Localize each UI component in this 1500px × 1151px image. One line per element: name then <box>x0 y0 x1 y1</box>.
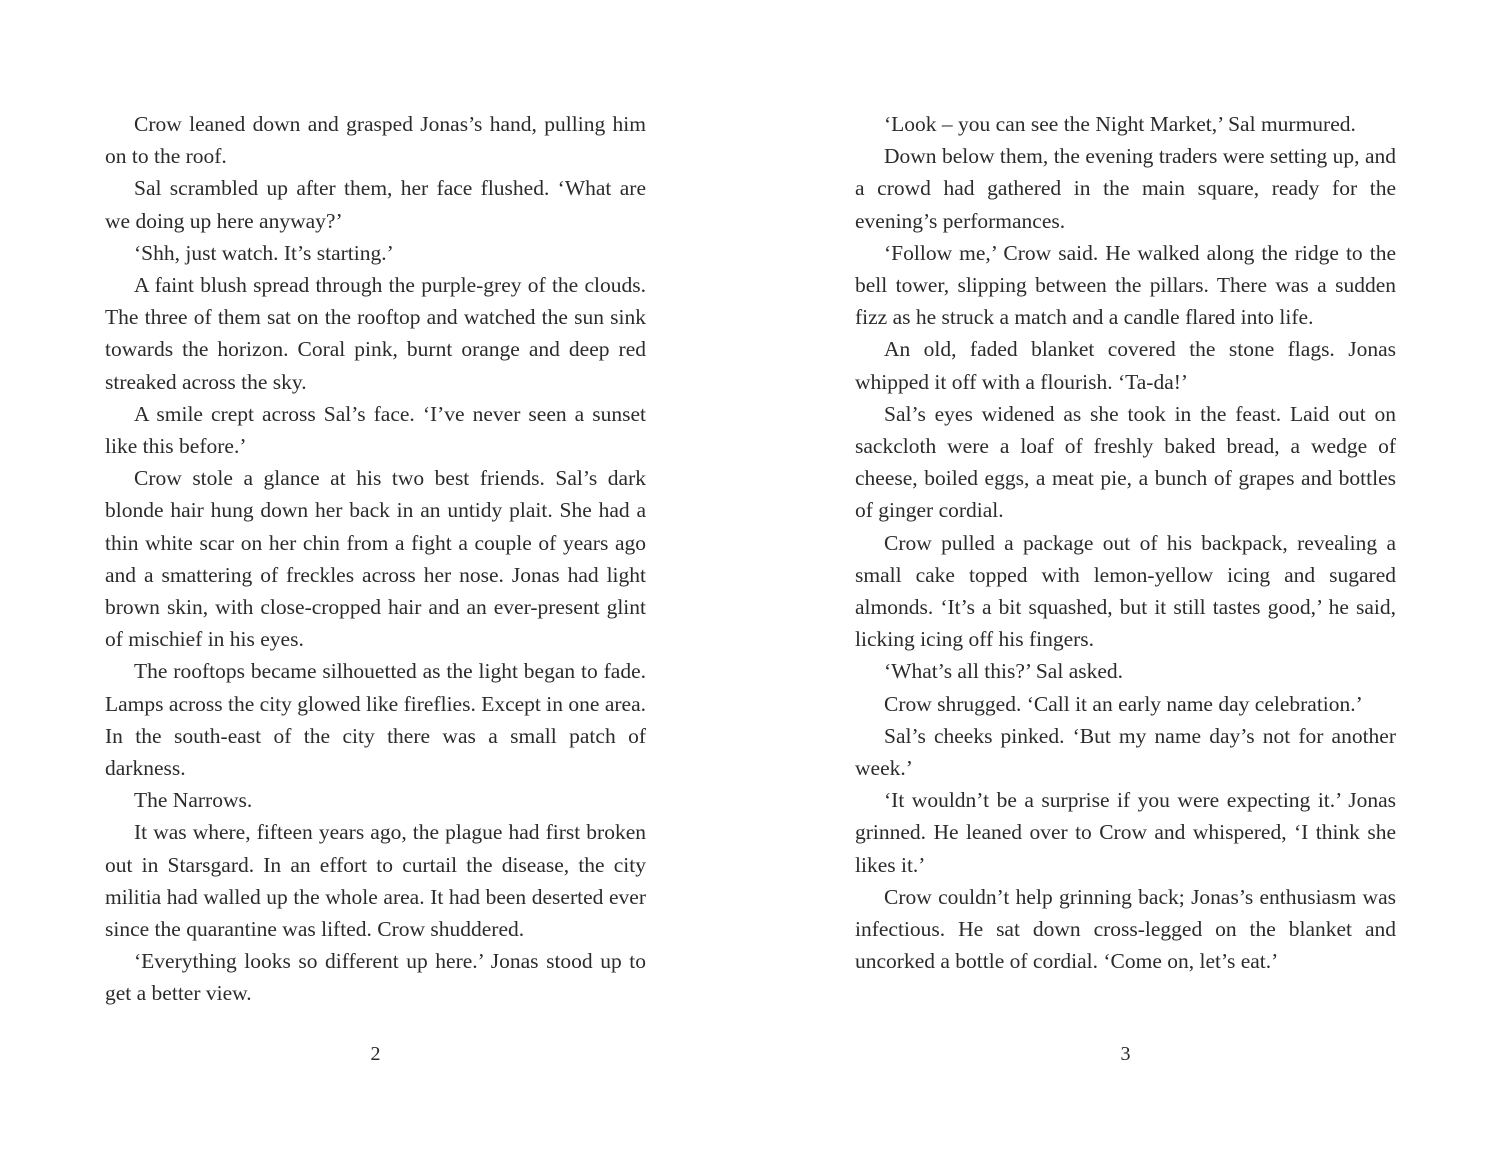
left-page-text <box>105 108 646 1010</box>
paragraph: A smile crept across Sal’s face. ‘I’ve never seen a sunset like this before.’ <box>105 401 646 459</box>
paragraph: Crow pulled a package out of his backpack, revealing a small cake topped with lemon-yellow icing and sugared almonds. ‘It’s a bit squashed, but it still tastes good,’ he said, licking icing off his fingers. <box>855 530 1396 652</box>
right-page-text <box>855 108 1396 977</box>
paragraph: The Narrows. <box>134 788 253 813</box>
page-number: 3 <box>1120 1043 1131 1065</box>
page-number: 2 <box>370 1043 381 1065</box>
paragraph: ‘What’s all this?’ Sal asked. <box>884 659 1124 684</box>
paragraph: A faint blush spread through the purple-grey of the clouds. The three of them sat on the rooftop and watched the sun sink towards the horizon. Coral pink, burnt orange and deep red streaked across the sky. <box>105 273 646 394</box>
paragraph: Sal’s eyes widened as she took in the feast. Laid out on sackcloth were a loaf of freshly baked bread, a wedge of cheese, boiled eggs, a meat pie, a bunch of grapes and bottles of ginger cordial. <box>855 401 1396 523</box>
paragraph: Sal’s cheeks pinked. ‘But my name day’s not for another week.’ <box>855 723 1396 781</box>
right-page <box>855 108 1396 1108</box>
paragraph: Down below them, the evening traders were setting up, and a crowd had gathered in the main square, ready for the evening’s performances. <box>855 144 1396 233</box>
paragraph: An old, faded blanket covered the stone flags. Jonas whipped it off with a flourish. ‘Ta-da!’ <box>855 337 1396 394</box>
paragraph: Crow shrugged. ‘Call it an early name day celebration.’ <box>884 691 1363 716</box>
paragraph: It was where, fifteen years ago, the plague had first broken out in Starsgard. In an effort to curtail the disease, the city militia had walled up the whole area. It had been deserted ever since the quarantine was lifted. Crow shuddered. <box>105 820 646 942</box>
paragraph: Crow leaned down and grasped Jonas’s hand, pulling him on to the roof. <box>105 112 646 169</box>
paragraph: Crow stole a glance at his two best friends. Sal’s dark blonde hair hung down her back in an untidy plait. She had a thin white scar on her chin from a fight a couple of years ago and a smattering of freckles across her nose. Jonas had light brown skin, with close-cropped hair and an ever-present glint of mischief in his eyes. <box>105 466 646 652</box>
left-page <box>105 108 646 1108</box>
paragraph: ‘Look – you can see the Night Market,’ Sal murmured. <box>884 112 1356 136</box>
paragraph: ‘Follow me,’ Crow said. He walked along the ridge to the bell tower, slipping between the pillars. There was a sudden fizz as he struck a match and a candle flared into life. <box>855 240 1396 330</box>
paragraph: ‘It wouldn’t be a surprise if you were expecting it.’ Jonas grinned. He leaned over to Crow and whispered, ‘I think she likes it.’ <box>855 788 1396 877</box>
paragraph: The rooftops became silhouetted as the light began to fade. Lamps across the city glowed like fireflies. Except in one area. In the south-east of the city there was a small patch of darkness. <box>105 659 646 781</box>
paragraph: ‘Shh, just watch. It’s starting.’ <box>134 240 394 265</box>
paragraph: Crow couldn’t help grinning back; Jonas’s enthusiasm was infectious. He sat down cross-legged on the blanket and uncorked a bottle of cordial. ‘Come on, let’s eat.’ <box>855 884 1396 974</box>
paragraph: Sal scrambled up after them, her face flushed. ‘What are we doing up here anyway?’ <box>105 176 646 233</box>
paragraph: ‘Everything looks so different up here.’ Jonas stood up to get a better view. <box>105 949 646 1006</box>
